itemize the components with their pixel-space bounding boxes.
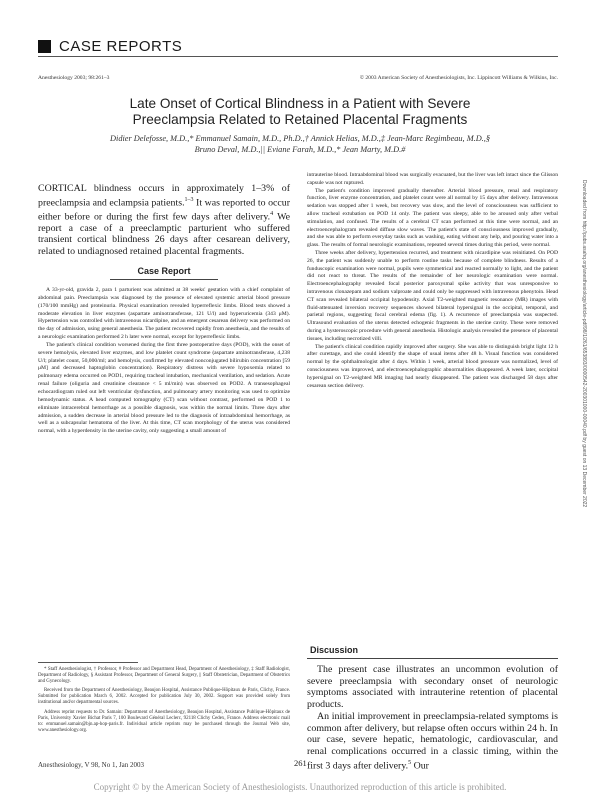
paragraph: The patient's condition improved gradually thereafter. Arterial blood pressure, renal and respiratory function, liver enzyme concentration, and platelet count were all normal by 15 days after delivery. Intravenous sedation was stopped after 1 week, but recovery was slow, and the level of consciousness was sufficient to allow tracheal extubation on POD 14 only. The patient was sleepy, able to be aroused only after verbal stimulation, and confused. The results of a cerebral CT scan performed at this time were normal, and an electroencephalogram revealed diffuse slow waves. The patient's state of consciousness improved gradually, and she was able to perform everyday tasks such as washing, eating without any help, and pouring water into a glass. The results of formal neurologic examinations, repeated several times during this period, were normal. — [307, 187, 558, 249]
authors-line: Bruno Deval, M.D.,|| Eviane Farah, M.D.,* Jean Marty, M.D.# — [194, 144, 406, 154]
citation-ref: 5 — [408, 759, 412, 766]
section-label: CASE REPORTS — [59, 38, 183, 55]
title-line: Late Onset of Cortical Blindness in a Patient with Severe — [129, 96, 471, 111]
paragraph: intrauterine blood. Intraabdominal blood was surgically evacuated, but the liver was left intact since the Glisson capsule was not ruptured. — [307, 172, 558, 186]
paragraph: The patient's clinical condition rapidly improved after surgery. She was able to distinguish bright light 12 h after curettage, and she could identify the shape of usual items after 48 h. Visual function was considered normal by the ophthalmologist after 4 days. Within 1 week, arterial blood pressure was normalized, level of consciousness was improved, and electroencephalographic abnormalities disappeared. A week later, occipital hypersignal on T2-weighted MR imaging had nearly disappeared. The patient was discharged 58 days after cesarean section delivery. — [307, 343, 558, 389]
section-header — [38, 38, 182, 55]
paragraph: A 33-yr-old, gravida 2, para 1 parturient was admitted at 38 weeks' gestation with a chief complaint of abdominal pain. Preeclampsia was diagnosed by the presence of elevated systemic arterial blood pressure (170/100 mmHg) and proteinuria. Physical examination revealed hyperreflexic limbs. Blood tests showed a moderate elevation in liver enzymes (aspartate aminotransferase, 121 U/l) and hyperuricemia (343 μM). Hypertension was controlled with intravenous nicardipine, and an emergent cesarean delivery was performed on the day of admission, using general anesthesia. The patient recovered rapidly from anesthesia, and the results of a neurologic examination performed 2 h later were normal, except for hyperreflexic limbs. — [38, 287, 290, 341]
article-title — [60, 96, 540, 128]
authors-line: Didier Delefosse, M.D.,* Emmanuel Samain, M.D., Ph.D.,† Annick Helias, M.D.,‡ Jean-Marc Regimbeau, M.D.,§ — [110, 134, 490, 143]
abstract — [38, 183, 290, 258]
footnote: Received from the Department of Anesthesiology, Beaujon Hospital, Assistance Publique-Hôpitaux de Paris, Clichy, France. Submitted for publication March 6, 2002. Accepted for publication July 30, 2002. Support was provided solely from institutional and/or departmental sources. — [38, 688, 290, 706]
abstract-text: CORTICAL blindness occurs in approximately 1–3% of preeclampsia and eclampsia patients. — [38, 183, 290, 208]
paragraph: The patient's clinical condition worsened during the first three postoperative days (POD), with the onset of severe hemolysis, elevated liver enzymes, and low platelet count syndrome (aspartate aminotransferase, 4,238 U/l; platelet count, 50,000/ml; and hemolysis, confirmed by elevated nonconjugated bilirubin concentration [59 μM] and decreased haptoglobin concentration). Respiratory distress with severe hypoxemia related to pulmonary edema occurred on POD1, requiring tracheal intubation, mechanical ventilation, and sedation. Acute renal failure (oliguria and creatinine clearance < 5 ml/min) was observed on POD2. A transesophageal echocardiogram ruled out left ventricular dysfunction, and pulmonary artery monitoring was used to optimize hemodynamic status. A head computed tomography (CT) scan without contrast, performed on POD 1 to eliminate intracerebral hemorrhage as a possible diagnosis, was within the normal limits. Three days after admission, a sudden decrease in arterial blood pressure led to the diagnosis of intraabdominal hemorrhage, as well as a subcapsular hematoma of the liver. At this time, CT scan morphology of the uterus was considered normal, with a hyperdensity in the uterine cavity, only suggesting a small amount of — [38, 341, 290, 435]
abstract-text: We report a case of a preeclamptic parturient who suffered transient cortical blindness 26 days after cesarean delivery, related to undiagnosed retained placental fragments. — [38, 211, 290, 258]
footnote: * Staff Anesthesiologist, † Professor, # Professor and Department Head, Department of Anesthesiology, ‡ Staff Radiologist, Department of Radiology, § Assistant Professor, Department of General Surgery, || Staff Obstetrician, Department of Obstetrics and Gynecology. — [38, 667, 290, 685]
citation-ref: 4 — [270, 210, 274, 217]
title-line: Preeclampsia Related to Retained Placental Fragments — [132, 112, 468, 127]
journal-reference: Anesthesiology 2003; 98:261–3 — [38, 75, 110, 81]
paragraph: The present case illustrates an uncommon evolution of severe preeclampsia with secondary onset of neurologic symptoms associated with intrauterine retention of placental products. — [307, 664, 558, 711]
case-report-rule — [110, 279, 218, 280]
copyright-banner: Copyright © by the American Society of Anesthesiologists. Unauthorized reproduction of this article is prohibited. — [93, 782, 507, 792]
author-list — [70, 134, 530, 155]
paragraph: Three weeks after delivery, hypertension recurred, and treatment with nicardipine was reinitiated. On POD 26, the patient was suddenly unable to perform routine tasks because of complete blindness. Results of a funduscopic examination were normal, pupils were symmetrical and reacted normally to light, and the patient did not react to threat. The results of the remainder of her neurologic examination were normal. Electroencephalography revealed focal posterior paroxysmal spike activity that was unresponsive to intravenous clonazepam and sodium valproate and could only be suppressed with intravenous phenytoin. Head CT scan revealed bilateral occipital hypodensity. Axial T2-weighted magnetic resonance (MR) images with fluid-attenuated inversion recovery sequences showed bilateral hypersignal in the occipital, temporal, and parietal regions, suggesting focal cerebral edema (fig. 1). A recurrence of preeclampsia was suspected. Ultrasound evaluation of the uterus detected echogenic fragments in the uterine cavity. These were removed during a hysteroscopic procedure with general anesthesia. Histologic analysis revealed the presence of placental tissues, including necrotized villi. — [307, 249, 558, 342]
page-number: 261 — [294, 758, 307, 768]
section-square-icon — [38, 40, 51, 53]
footer-journal: Anesthesiology, V 98, No 1, Jan 2003 — [38, 761, 145, 769]
case-report-body — [38, 287, 290, 436]
discussion-heading: Discussion — [310, 645, 359, 655]
discussion-rule — [307, 658, 558, 659]
citation-ref: 1–3 — [184, 196, 194, 203]
abstract-text: It was reported to occur either before or during the first few days after delivery. — [38, 197, 290, 222]
discussion-body — [307, 664, 558, 772]
paragraph-text: Our — [411, 759, 429, 771]
footnote-rule — [38, 662, 138, 663]
header-rule — [38, 56, 558, 57]
case-report-heading: Case Report — [137, 266, 191, 276]
case-report-continued — [307, 172, 558, 390]
copyright-line: © 2003 American Society of Anesthesiologists, Inc. Lippincott Williams & Wilkins, Inc. — [359, 75, 558, 81]
paragraph-text: An initial improvement in preeclampsia-related symptoms is common after delivery, but relapse often occurs within 24 h. In our case, severe hepatic, hematologic, cardiovascular, and renal complications occurred in a classic timing, within the first 3 days after delivery. — [307, 710, 558, 771]
download-watermark — [579, 180, 587, 600]
paragraph — [307, 711, 558, 772]
footnotes — [38, 667, 290, 737]
footnote: Address reprint requests to Dr. Samain: Department of Anesthesiology, Beaujon Hospital, Assistance Publique-Hôpitaux de Paris, University Xavier Bichat Paris 7, 100 Boulevard Général Leclerc, 92118 Clichy Cedex, France. Address electronic mail to: emmanuel.samain@bjn.ap-hop-paris.fr. Individual article reprints may be purchased through the Journal Web site, www.anesthesiology.org. — [38, 709, 290, 733]
watermark-text: Downloaded from http://pubs.asahq.org/anesthesiology/article-pdf/98/1/261/653893/0000542-200301000-00040.pdf by guest on 13 December 2022 — [581, 180, 587, 508]
